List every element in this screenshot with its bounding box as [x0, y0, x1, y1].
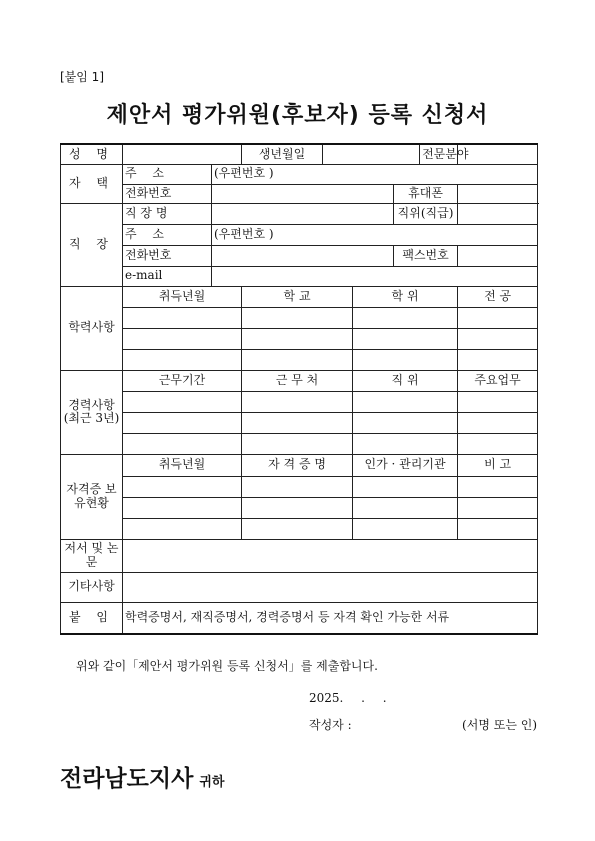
birth-field[interactable]: [323, 144, 420, 164]
career-cell[interactable]: [242, 391, 353, 412]
license-header-note: 비 고: [458, 454, 538, 476]
license-cell[interactable]: [242, 476, 353, 497]
education-cell[interactable]: [353, 349, 458, 370]
field-label: 전문분야: [420, 144, 458, 164]
fax-label: 팩스번호: [394, 245, 458, 266]
career-cell[interactable]: [458, 412, 538, 433]
application-form: [60, 143, 538, 635]
career-cell[interactable]: [353, 433, 458, 454]
career-cell[interactable]: [353, 412, 458, 433]
recipient-honorific: 귀하: [199, 775, 225, 790]
license-header-date: 취득년월: [123, 454, 242, 476]
other-field[interactable]: [123, 572, 538, 602]
career-cell[interactable]: [458, 391, 538, 412]
license-cell[interactable]: [353, 497, 458, 518]
license-cell[interactable]: [458, 518, 538, 539]
education-cell[interactable]: [353, 328, 458, 349]
education-cell[interactable]: [458, 328, 538, 349]
career-header-position: 직 위: [353, 370, 458, 391]
work-address-label: 주 소: [123, 224, 212, 245]
license-cell[interactable]: [123, 476, 242, 497]
career-cell[interactable]: [123, 391, 242, 412]
education-cell[interactable]: [458, 349, 538, 370]
license-cell[interactable]: [242, 518, 353, 539]
license-cell[interactable]: [353, 518, 458, 539]
home-address-label: 주 소: [123, 164, 212, 184]
position-field[interactable]: [458, 203, 538, 224]
email-field[interactable]: [212, 266, 538, 286]
education-header-school: 학 교: [242, 286, 353, 307]
education-cell[interactable]: [123, 349, 242, 370]
license-header-authority: 인가 · 관리기관: [353, 454, 458, 476]
home-label: 자 택: [61, 164, 123, 203]
publications-label: 저서 및 논문: [61, 539, 123, 572]
home-phone-field[interactable]: [212, 184, 394, 203]
education-cell[interactable]: [123, 328, 242, 349]
submission-statement: 위와 같이「제안서 평가위원 등록 신청서」를 제출합니다.: [76, 659, 378, 673]
birth-label: 생년월일: [242, 144, 323, 164]
education-cell[interactable]: [353, 307, 458, 328]
author-label: 작성자 :: [309, 718, 352, 732]
career-header-duties: 주요업무: [458, 370, 538, 391]
form-title: 제안서 평가위원(후보자) 등록 신청서: [106, 103, 489, 128]
education-label: 학력사항: [61, 286, 123, 370]
license-header-name: 자 격 증 명: [242, 454, 353, 476]
education-cell[interactable]: [242, 328, 353, 349]
field-field[interactable]: [458, 144, 538, 164]
education-header-date: 취득년월: [123, 286, 242, 307]
career-cell[interactable]: [123, 412, 242, 433]
publications-field[interactable]: [123, 539, 538, 572]
career-cell[interactable]: [123, 433, 242, 454]
workplace-field[interactable]: [212, 203, 394, 224]
recipient: [60, 760, 224, 793]
education-header-degree: 학 위: [353, 286, 458, 307]
name-label: 성 명: [61, 144, 123, 164]
career-label: 경력사항 (최근 3년): [61, 370, 123, 454]
recipient-name: 전라남도지사: [60, 766, 194, 792]
career-cell[interactable]: [242, 433, 353, 454]
education-cell[interactable]: [242, 307, 353, 328]
education-header-major: 전 공: [458, 286, 538, 307]
position-label: 직위(직급): [394, 203, 458, 224]
license-cell[interactable]: [458, 497, 538, 518]
work-phone-field[interactable]: [212, 245, 394, 266]
attachments-text: 학력증명서, 재직증명서, 경력증명서 등 자격 확인 가능한 서류: [123, 602, 538, 634]
home-phone-label: 전화번호: [123, 184, 212, 203]
license-cell[interactable]: [458, 476, 538, 497]
mobile-label: 휴대폰: [394, 184, 458, 203]
home-address-field[interactable]: (우편번호 ): [212, 164, 538, 184]
license-label: 자격증 보유현황: [61, 454, 123, 539]
work-phone-label: 전화번호: [123, 245, 212, 266]
career-header-period: 근무기간: [123, 370, 242, 391]
career-cell[interactable]: [458, 433, 538, 454]
education-cell[interactable]: [458, 307, 538, 328]
education-cell[interactable]: [123, 307, 242, 328]
submission-date[interactable]: 2025. . .: [309, 691, 387, 705]
signature-hint: (서명 또는 인): [462, 718, 537, 732]
work-address-field[interactable]: (우편번호 ): [212, 224, 538, 245]
attachments-label: 붙 임: [61, 602, 123, 634]
education-cell[interactable]: [242, 349, 353, 370]
workplace-label: 직 장 명: [123, 203, 212, 224]
license-cell[interactable]: [123, 518, 242, 539]
license-cell[interactable]: [353, 476, 458, 497]
mobile-field[interactable]: [458, 184, 538, 203]
work-label: 직 장: [61, 203, 123, 286]
attachment-label: [붙임 1]: [60, 70, 104, 84]
other-label: 기타사항: [61, 572, 123, 602]
name-field[interactable]: [123, 144, 242, 164]
career-cell[interactable]: [242, 412, 353, 433]
career-header-company: 근 무 처: [242, 370, 353, 391]
email-label: e-mail: [123, 266, 212, 286]
career-cell[interactable]: [353, 391, 458, 412]
license-cell[interactable]: [242, 497, 353, 518]
fax-field[interactable]: [458, 245, 538, 266]
license-cell[interactable]: [123, 497, 242, 518]
